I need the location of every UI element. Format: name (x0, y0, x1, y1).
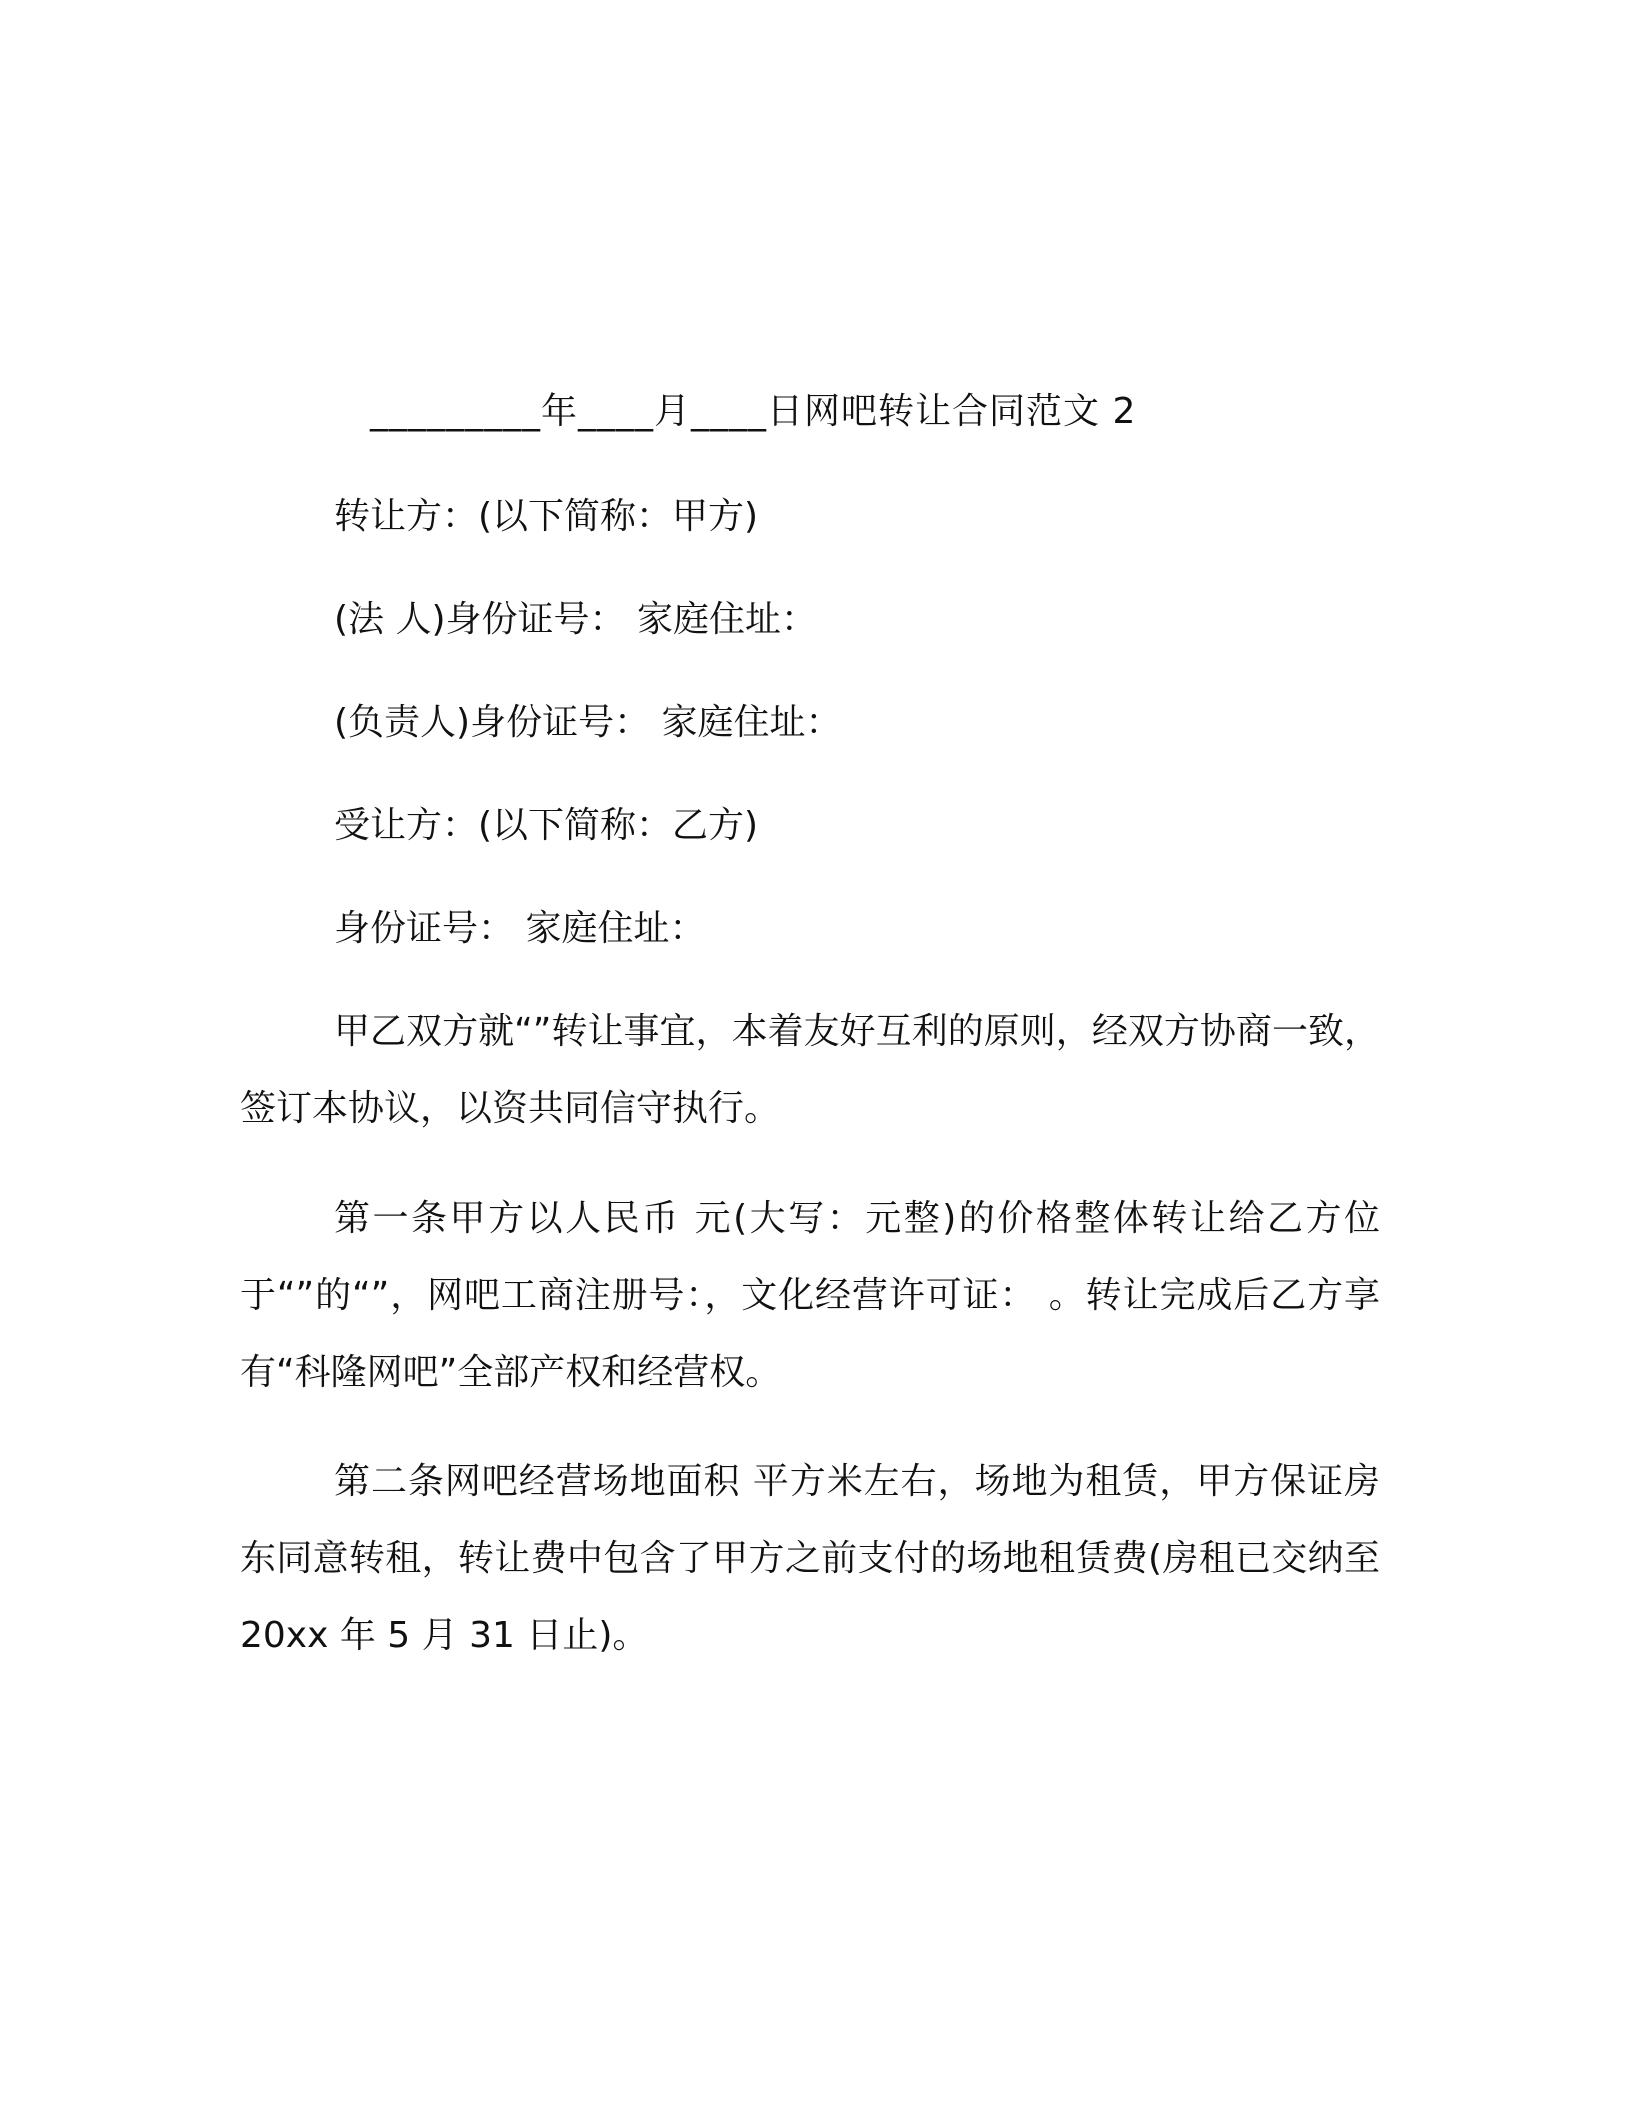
preamble-paragraph: 甲乙双方就“”转让事宜，本着友好互利的原则，经双方协商一致，签订本协议，以资共同信守执行。 (240, 1011, 1380, 1129)
transferee-line: 受让方：(以下简称：乙方) (334, 805, 759, 846)
legal-person-id-line: (法 人)身份证号： 家庭住址： (334, 599, 817, 640)
article-two-paragraph: 第二条网吧经营场地面积 平方米左右，场地为租赁，甲方保证房东同意转租，转让费中包含了甲方之前支付的场地租赁费(房租已交纳至 20xx 年 5 月 31 日止)。 (240, 1461, 1380, 1656)
article-one-paragraph: 第一条甲方以人民币 元(大写：元整)的价格整体转让给乙方位于“”的“”，网吧工商注册号：，文化经营许可证： 。转让完成后乙方享有“科隆网吧”全部产权和经营权。 (240, 1198, 1380, 1393)
document-title: _________年____月____日网吧转让合同范文 2 (370, 391, 1137, 432)
responsible-person-id-line: (负责人)身份证号： 家庭住址： (334, 702, 842, 743)
transferee-id-line: 身份证号： 家庭住址： (334, 908, 706, 949)
transferor-line: 转让方：(以下简称：甲方) (334, 496, 759, 537)
